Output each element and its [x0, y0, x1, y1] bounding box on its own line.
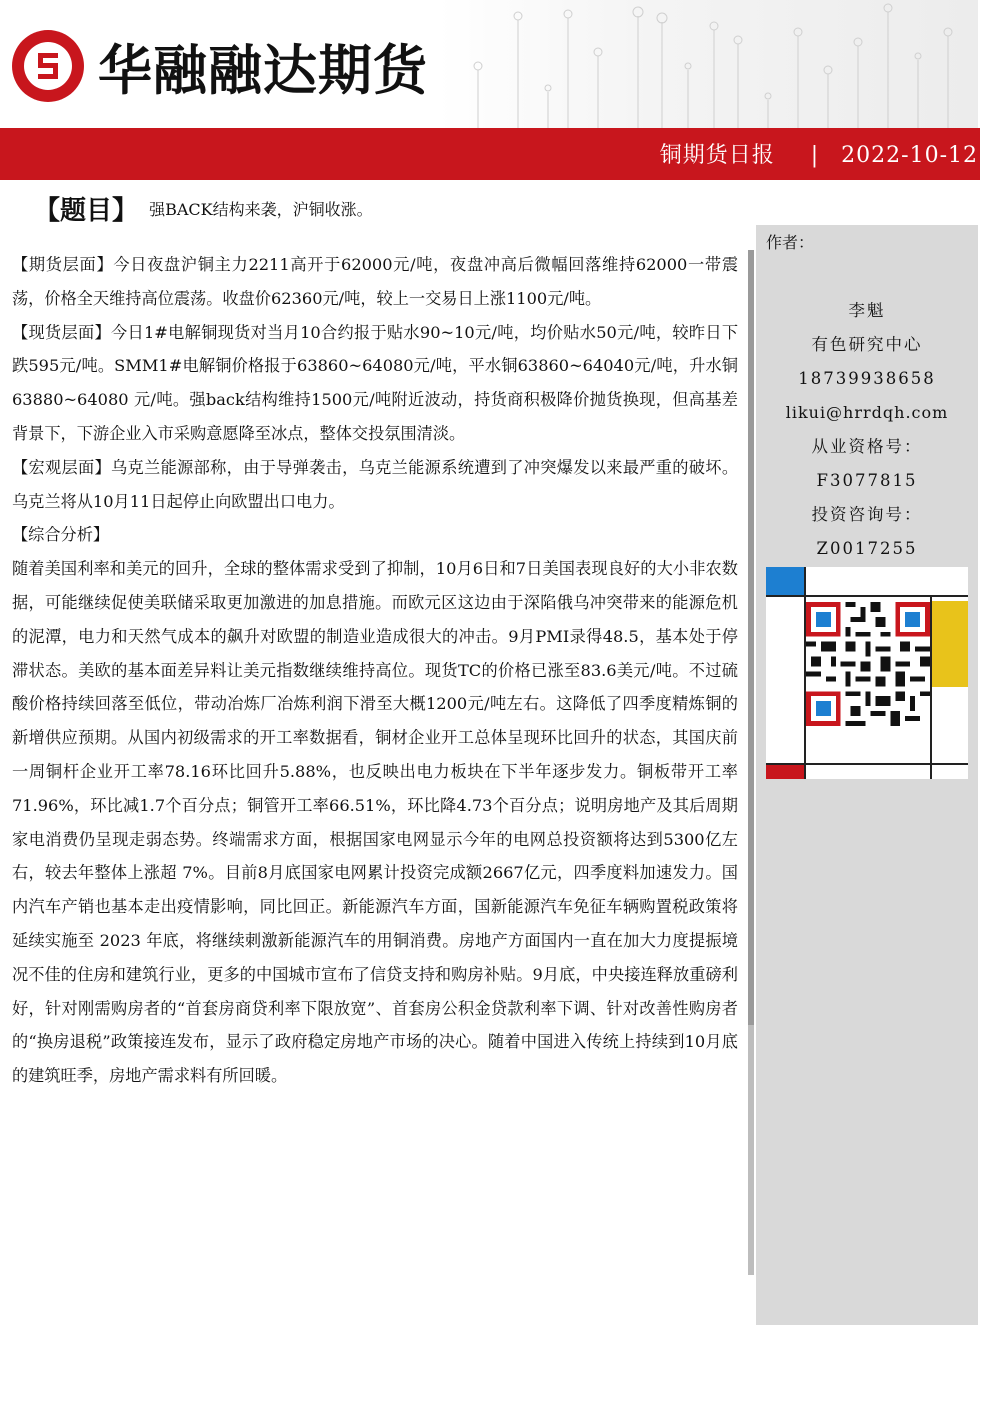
title-label: 【题目】	[34, 196, 139, 226]
header-decoration	[438, 0, 978, 128]
section-heading: 【综合分析】	[12, 525, 110, 545]
report-meta	[660, 138, 978, 169]
qualification-number: F3077815	[816, 471, 918, 490]
section-heading: 【期货层面】	[12, 255, 114, 274]
report-title	[34, 190, 373, 227]
grid-line	[766, 595, 968, 597]
brand-name: 华融融达期货	[98, 39, 428, 102]
sidebar-divider-dark	[748, 250, 754, 1025]
author-label: 作者：	[766, 233, 815, 252]
futures-section	[12, 248, 738, 316]
section-text: 今日1#电解铜现货对当月10合约报于贴水90~10元/吨，均价贴水50元/吨，较昨日下跌595元/吨。SMM1#电解铜价格报于63860~64080元/吨，平水铜63860~64040元/吨，升水铜63880~64080 元/吨。强back结构维持1500元/吨附近波动，持货商积极降价抛货换现，但高基差背景下，下游企业入市采购意愿降至冰点，整体交投氛围清淡。	[12, 322, 739, 443]
report-type: 铜期货日报	[659, 143, 775, 168]
author-info	[756, 294, 978, 566]
meta-separator: |	[810, 143, 820, 168]
section-text: 今日夜盘沪铜主力2211高开于62000元/吨，夜盘冲高后微幅回落维持62000一带震荡，价格全天维持高位震荡。收盘价62360元/吨，较上一交易日上涨1100元/吨。	[12, 255, 739, 308]
consult-number: Z0017255	[816, 539, 918, 558]
section-heading: 【宏观层面】	[12, 457, 112, 477]
qualification-label: 从业资格号：	[811, 437, 923, 456]
section-heading: 【现货层面】	[12, 322, 111, 342]
title-text: 强BACK结构来袭，沪铜收涨。	[149, 200, 373, 219]
company-logo	[12, 30, 84, 102]
red-block	[766, 765, 804, 779]
logo-s-icon	[36, 52, 60, 80]
yellow-block	[932, 601, 968, 687]
macro-section	[12, 451, 738, 519]
author-department: 有色研究中心	[811, 335, 923, 354]
analysis-heading	[12, 518, 738, 552]
qr-code-icon[interactable]	[806, 601, 930, 727]
author-phone: 18739938658	[798, 369, 936, 388]
section-text: 乌克兰能源部称，由于导弹袭击，乌克兰能源系统遭到了冲突爆发以来最严重的破坏。乌克兰将从10月11日起停止向欧盟出口电力。	[12, 457, 739, 511]
report-body	[12, 248, 738, 1093]
blue-block	[766, 567, 804, 595]
author-email[interactable]: likui@hrrdqh.com	[785, 403, 949, 422]
author-name: 李魁	[848, 301, 886, 320]
qr-panel	[766, 567, 968, 779]
analysis-text: 随着美国利率和美元的回升，全球的整体需求受到了抑制，10月6日和7日美国表现良好的大小非农数据，可能继续促使美联储采取更加激进的加息措施。而欧元区这边由于深陷俄乌冲突带来的能源危机的泥潭，电力和天然气成本的飙升对欧盟的制造业造成很大的冲击。9月PMI录得48.5，基本处于停滞状态。美欧的基本面差异料让美元指数继续维持高位。现货TC的价格已涨至83.6美元/吨。不过硫酸价格持续回落至低位，带动冶炼厂冶炼利润下滑至大概1200元/吨左右。这降低了四季度精炼铜的新增供应预期。从国内初级需求的开工率数据看，铜材企业开工总体呈现环比回升的状态，其国庆前一周铜杆企业开工率78.16环比回升5.88%，也反映出电力板块在下半年逐步发力。铜板带开工率71.96%，环比减1.7个百分点；铜管开工率66.51%，环比降4.73个百分点；说明房地产及其后周期家电消费仍呈现走弱态势。终端需求方面，根据国家电网显示今年的电网总投资额将达到5300亿左右，较去年整体上涨超 7%。目前8月底国家电网累计投资完成额2667亿元，四季度料加速发力。国内汽车产销也基本走出疫情影响，同比回正。新能源汽车方面，国新能源汽车免征车辆购置税政策将延续实施至 2023 年底，将继续刺激新能源汽车的用铜消费。房地产方面国内一直在加大力度提振境况不佳的住房和建筑行业，更多的中国城市宣布了信贷支持和购房补贴。9月底，中央接连释放重磅利好，针对刚需购房者的“首套房商贷利率下限放宽”、首套房公积金贷款利率下调、针对改善性购房者的“换房退税”政策接连发布，显示了政府稳定房地产市场的决心。随着中国进入传统上持续到10月底的建筑旺季，房地产需求料有所回暖。	[12, 559, 738, 1086]
spot-section	[12, 316, 738, 451]
grid-line	[766, 763, 968, 765]
report-header	[0, 0, 992, 180]
consult-label: 投资咨询号：	[811, 505, 923, 524]
grid-line	[930, 595, 932, 779]
decorative-pattern-icon	[438, 0, 978, 128]
report-date: 2022-10-12	[841, 143, 978, 168]
